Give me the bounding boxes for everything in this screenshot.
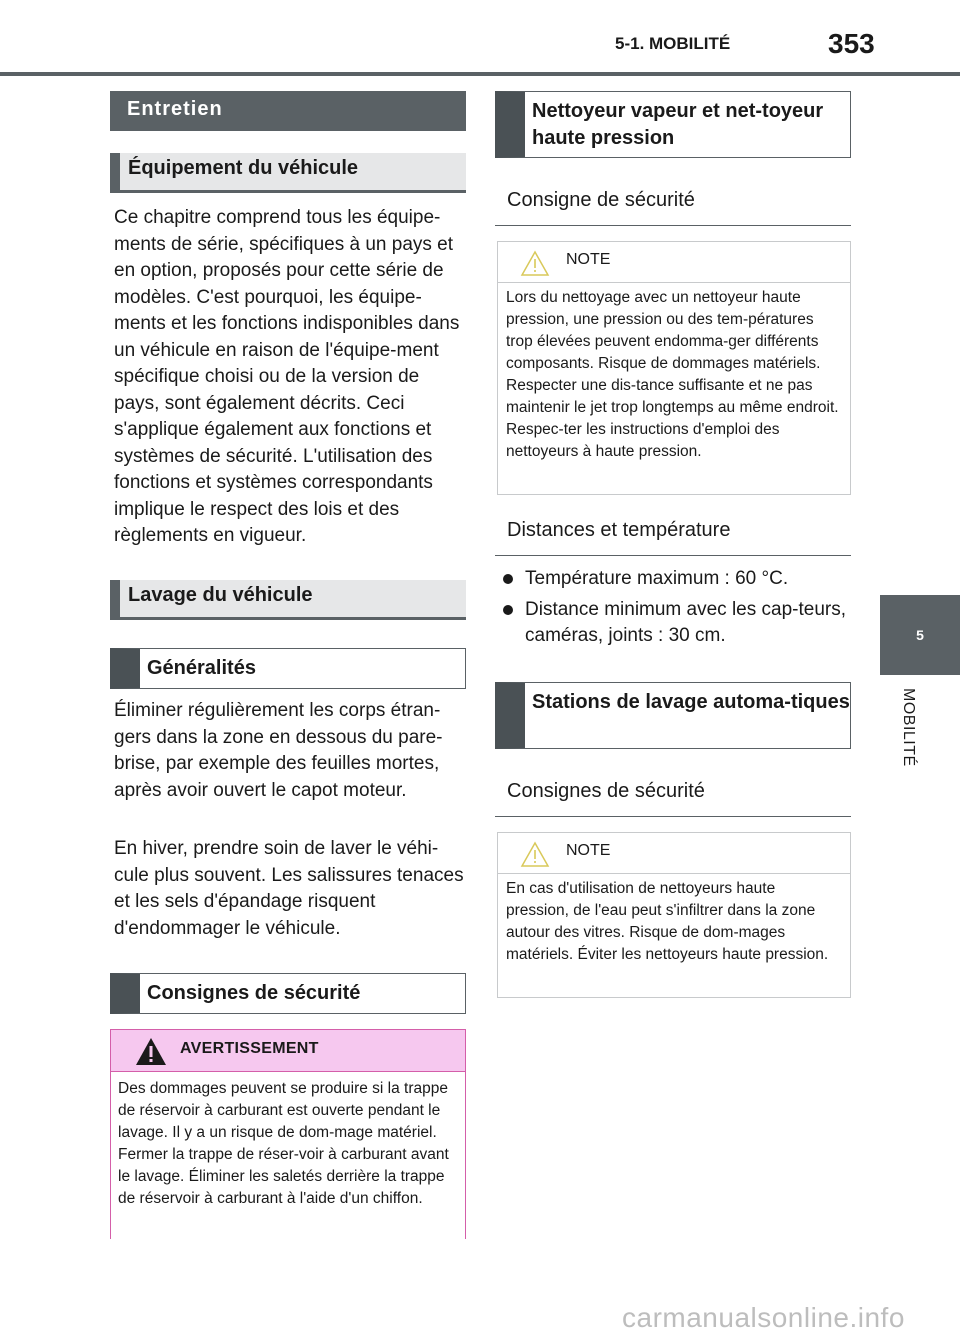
heading-stations: Stations de lavage automa-tiques xyxy=(495,682,851,749)
note-label-2: NOTE xyxy=(566,842,611,859)
paragraph-generalites-2: En hiver, prendre soin de laver le véhi-cule plus souvent. Les salissures tenaces et les sels d'épandage risquent d'endommager le véhicule. xyxy=(114,838,464,939)
chapter-tab: 5 xyxy=(880,595,960,675)
header-divider xyxy=(0,72,960,76)
chapter-side-label-text: MOBILITÉ xyxy=(900,688,917,767)
warning-icon xyxy=(135,1037,167,1066)
heading-nettoyeur: Nettoyeur vapeur et net-toyeur haute pression xyxy=(495,91,851,158)
caution-icon xyxy=(520,841,550,868)
paragraph-equipement: Ce chapitre comprend tous les équipe-ments de série, spécifiques à un pays et en option, proposés pour cette série de modèles. C'est pourquoi, les équipe-ments et les fonctions indisponibles dans un véhicule en raison de l'équipe-ment spécifique choisi ou de la version de pays, sont également décrits. Ceci s'applique également aux fonctions et systèmes de sécurité. L'utilisation des fonctions et systèmes correspondants implique le respect des lois et des règlements en vigueur. xyxy=(114,207,460,546)
list-item-text: Température maximum : 60 °C. xyxy=(525,568,789,589)
note-text-1: Lors du nettoyage avec un nettoyeur haute pression, une pression ou des tem-pératures trop élevées peuvent endomma-ger différents composants. Risque de dommages matériels. Respecter une dis-tance suffisante et ne pas maintenir le jet trop longtemps au même endroit. Respec-ter les instructions d'emploi des nettoyeurs à haute pression. xyxy=(506,289,839,460)
heading-lavage: Lavage du véhicule xyxy=(110,580,466,620)
heading-consignes-left: Consignes de sécurité xyxy=(110,973,466,1014)
bullet-list xyxy=(498,566,850,654)
list-item xyxy=(498,566,850,593)
bullet-icon xyxy=(503,605,513,615)
warning-text: Des dommages peuvent se produire si la trappe de réservoir à carburant est ouverte pendant le lavage. Il y a un risque de dom-mage matériel. Fermer la trappe de réser-voir à carburant avant le lavage. Éliminer les saletés derrière la trappe de réservoir à carburant à l'aide d'un chiffon. xyxy=(111,1071,465,1239)
heading-generalites: Généralités xyxy=(110,648,466,689)
note-header-2 xyxy=(498,833,850,874)
note-box-1 xyxy=(497,241,851,495)
section-title: 5-1. MOBILITÉ xyxy=(615,34,731,53)
warning-label: AVERTISSEMENT xyxy=(180,1040,319,1057)
page-number: 353 xyxy=(828,28,875,59)
heading-consignes-right: Consignes de sécurité xyxy=(495,777,851,817)
heading-consigne-securite: Consigne de sécurité xyxy=(495,186,851,226)
warning-box xyxy=(110,1029,466,1239)
heading-distances: Distances et température xyxy=(495,516,851,556)
heading-equipement: Équipement du véhicule xyxy=(110,153,466,193)
note-text-2: En cas d'utilisation de nettoyeurs haute pression, de l'eau peut s'infiltrer dans la zone autour des vitres. Risque de dom-mages matériels. Éviter les nettoyeurs haute pression. xyxy=(506,880,829,963)
note-box-2 xyxy=(497,832,851,998)
caution-icon xyxy=(520,250,550,277)
note-header-1 xyxy=(498,242,850,283)
chapter-side-label xyxy=(897,688,917,788)
list-item-text: Distance minimum avec les cap-teurs, caméras, joints : 30 cm. xyxy=(525,598,846,646)
heading-entretien: Entretien xyxy=(110,91,466,131)
list-item xyxy=(498,597,850,650)
note-label-1: NOTE xyxy=(566,251,611,268)
bullet-icon xyxy=(503,574,513,584)
warning-header xyxy=(111,1030,465,1071)
paragraph-generalites-1: Éliminer régulièrement les corps étran-gers dans la zone en dessous du pare-brise, par exemple des feuilles mortes, après avoir ouvert le capot moteur. xyxy=(114,700,443,801)
watermark: carmanualsonline.info xyxy=(622,1302,905,1333)
